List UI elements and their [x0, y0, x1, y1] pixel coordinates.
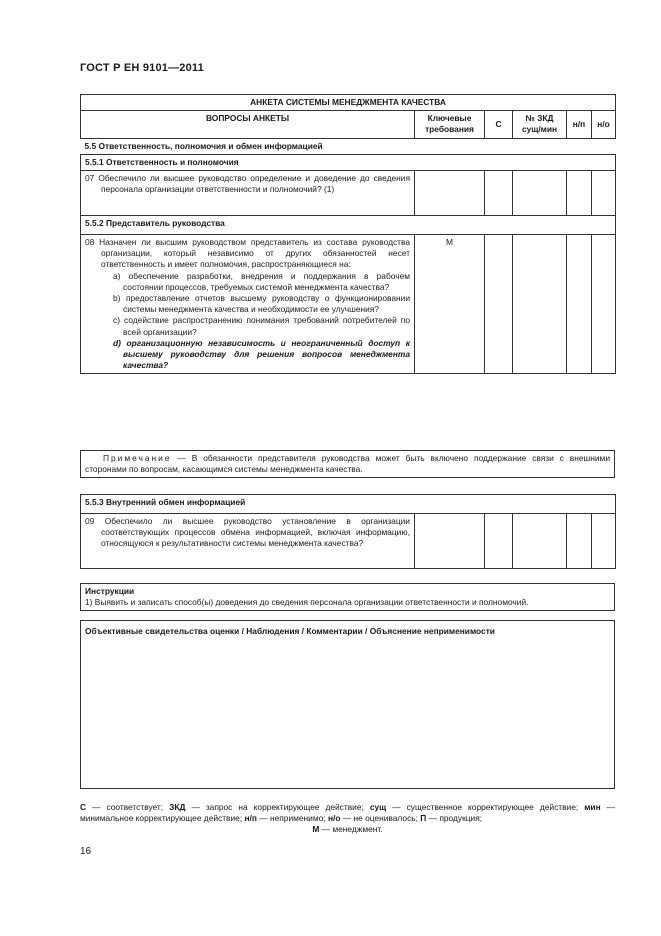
- table-5-5-3: [80, 494, 616, 569]
- column-header-row: [81, 111, 616, 138]
- question-08: [81, 235, 415, 374]
- legend-last-line: М — менеджмент.: [312, 824, 383, 835]
- q09-np-cell[interactable]: [567, 514, 592, 569]
- q08-item-a: a) обеспечение разработки, внедрения и поддержания в рабочем состоянии процессов, требуемых системой менеджмента качества?: [113, 270, 410, 292]
- subsection-row: [81, 154, 616, 170]
- page-number: 16: [80, 846, 92, 857]
- q09-no-cell[interactable]: [592, 514, 616, 569]
- section-5-5: 5.5 Ответственность, полномочия и обмен информацией: [81, 138, 616, 154]
- instructions-title: Инструкции: [85, 586, 135, 596]
- instructions-box: [80, 583, 615, 611]
- legend: С — соответствует; ЗКД — запрос на корректирующее действие; сущ — существенное корректирующее действие; мин — минимальное корректирующее действие; н/п — неприменимо; н/о — не оценивалось; П — продукция; М — менеджмент.: [80, 802, 616, 835]
- note-label: Примечание: [103, 453, 172, 463]
- subsection-row: [81, 495, 616, 514]
- q08-zkd-cell[interactable]: [513, 235, 567, 374]
- evidence-title: Объективные свидетельства оценки / Наблюдения / Комментарии / Объяснение неприменимости: [85, 626, 495, 636]
- q07-no-cell[interactable]: [592, 171, 616, 216]
- evidence-area[interactable]: [81, 621, 615, 789]
- note-box: [80, 450, 615, 478]
- col-np: н/п: [567, 111, 592, 138]
- q08-item-d: d) организационную независимость и неограниченный доступ к высшему руководству для решения вопросов менеджмента качества?: [113, 337, 410, 371]
- document-id: ГОСТ Р ЕН 9101—2011: [80, 62, 204, 74]
- question-09: 09 Обеспечило ли высшее руководство установление в организации соответствующих процессов обмена информацией, включая информацию, относящуюся к результативности системы менеджмента качества?: [81, 514, 415, 569]
- evidence-box: [80, 620, 615, 789]
- q08-c-cell[interactable]: [485, 235, 513, 374]
- question-07: 07 Обеспечило ли высшее руководство определение и доведение до сведения персонала организации ответственности и полномочий? (1): [81, 171, 415, 216]
- q08-np-cell[interactable]: [567, 235, 592, 374]
- question-row: [81, 514, 616, 569]
- question-row: [81, 171, 616, 216]
- q07-np-cell[interactable]: [567, 171, 592, 216]
- instructions-cell: [81, 584, 615, 611]
- q07-zkd-cell[interactable]: [513, 171, 567, 216]
- section-row: [81, 138, 616, 154]
- note-text: Примечание — В обязанности представителя руководства может быть включено поддержание связи с внешними сторонами по вопросам, касающимся системы менеджмента качества.: [81, 451, 615, 478]
- instructions-item-1: 1) Выявить и записать способ(ы) доведения до сведения персонала организации ответственности и полномочий.: [85, 597, 529, 608]
- table-title-row: [81, 95, 616, 111]
- col-c: С: [485, 111, 513, 138]
- q08-no-cell[interactable]: [592, 235, 616, 374]
- section-5-5-1: 5.5.1 Ответственность и полномочия: [81, 154, 616, 170]
- col-key-requirements: Ключевые требования: [415, 111, 485, 138]
- section-5-5-2: 5.5.2 Представитель руководства: [81, 216, 616, 235]
- q07-c-cell[interactable]: [485, 171, 513, 216]
- q09-key-cell[interactable]: [415, 514, 485, 569]
- q08-item-c: c) содействие распространению понимания требований потребителей по всей организации?: [113, 315, 410, 337]
- q08-item-b: b) предоставление отчетов высшему руководству о функционировании системы менеджмента качества и необходимости ее улучшения?: [113, 293, 410, 315]
- table-title: АНКЕТА СИСТЕМЫ МЕНЕДЖМЕНТА КАЧЕСТВА: [81, 95, 616, 111]
- questionnaire-table: [80, 94, 616, 374]
- col-questions: ВОПРОСЫ АНКЕТЫ: [81, 111, 415, 138]
- q09-zkd-cell[interactable]: [513, 514, 567, 569]
- col-no: н/о: [592, 111, 616, 138]
- subsection-row: [81, 216, 616, 235]
- question-row: [81, 235, 616, 374]
- q08-intro: 08 Назначен ли высшим руководством представитель из состава руководства организации, который независимо от других обязанностей несет ответственность и имеет полномочия, распространяющиеся на:: [85, 237, 410, 270]
- col-zkd: № ЗКД сущ/мин: [513, 111, 567, 138]
- section-5-5-3: 5.5.3 Внутренний обмен информацией: [81, 495, 616, 514]
- q09-c-cell[interactable]: [485, 514, 513, 569]
- q07-key-cell[interactable]: [415, 171, 485, 216]
- q08-key-cell[interactable]: М: [415, 235, 485, 374]
